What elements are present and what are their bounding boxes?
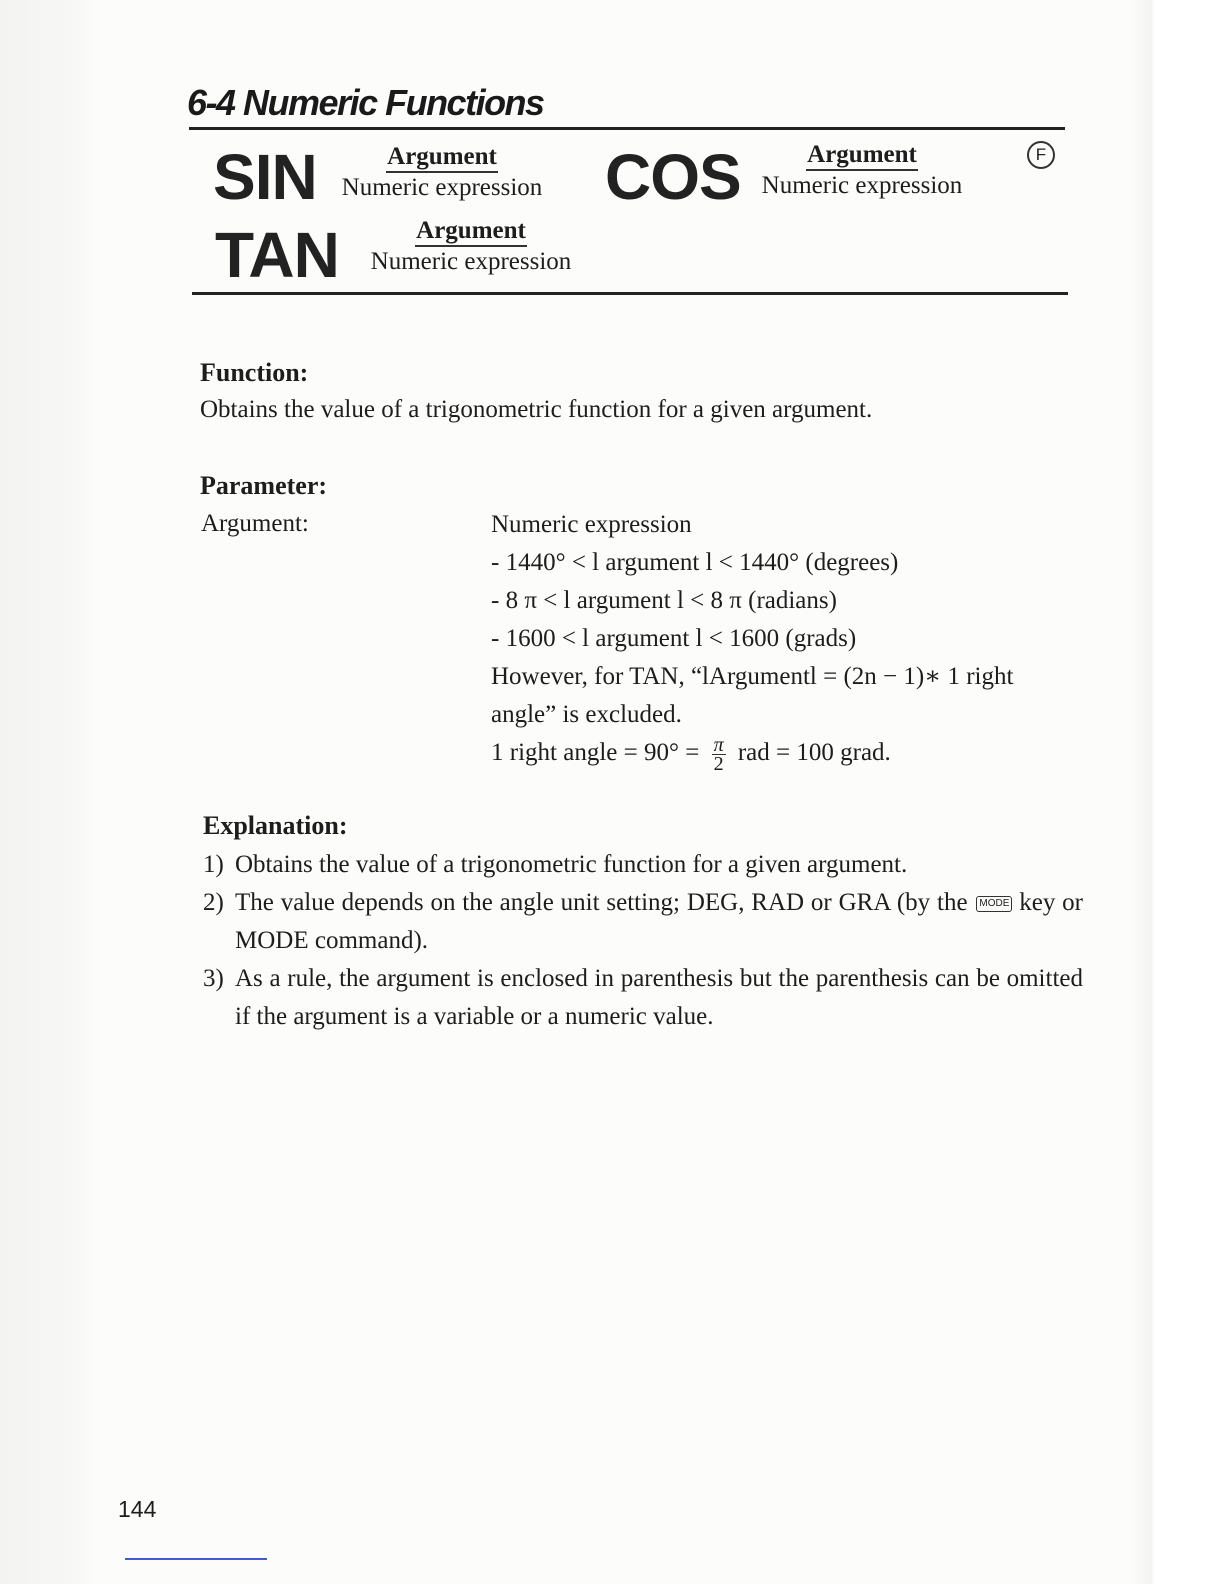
section-title: 6-4 Numeric Functions — [187, 82, 544, 123]
parameter-details — [491, 506, 1013, 773]
explanation-item — [203, 960, 1083, 1036]
page-shadow-right — [1128, 0, 1224, 1584]
header-rule-bottom — [192, 292, 1068, 295]
function-name-cos: COS — [605, 141, 741, 213]
parameter-line: Numeric expression — [491, 511, 692, 538]
parameter-line: - 1440° < l argument l < 1440° (degrees) — [491, 549, 899, 576]
explanation-item-text: The value depends on the angle unit setting; DEG, RAD or GRA (by the — [235, 889, 968, 916]
parameter-line: - 1600 < l argument l < 1600 (grads) — [491, 625, 857, 652]
fraction-numerator: π — [713, 733, 724, 756]
function-heading: Function: — [200, 358, 309, 387]
explanation-item-number: 2) — [203, 889, 224, 916]
right-angle-line — [491, 734, 1013, 773]
header-rule-top — [189, 127, 1065, 130]
function-description: Obtains the value of a trigonometric function for a given argument. — [200, 396, 873, 423]
explanation-item-text: Obtains the value of a trigonometric function for a given argument. — [235, 851, 908, 878]
parameter-heading: Parameter: — [200, 471, 328, 500]
page-number: 144 — [118, 1496, 157, 1522]
right-angle-prefix: 1 right angle = 90° = — [491, 739, 700, 766]
pi-over-two-fraction — [712, 733, 726, 775]
mode-key-icon: MODE — [976, 896, 1012, 912]
parameter-line: angle” is excluded. — [491, 701, 682, 728]
right-angle-suffix: rad = 100 grad. — [737, 739, 891, 766]
explanation-item — [203, 884, 1083, 960]
explanation-heading: Explanation: — [203, 811, 348, 840]
parameter-line: However, for TAN, “lArgumentl = (2n − 1)∗ 1 right — [491, 663, 1014, 690]
cos-syntax — [754, 140, 970, 201]
function-name-sin: SIN — [213, 141, 317, 213]
parameter-name: Argument: — [201, 510, 309, 537]
explanation-list — [203, 846, 1083, 1036]
sin-argument-label: Argument — [386, 143, 498, 173]
function-name-tan: TAN — [215, 219, 339, 291]
explanation-item-text-continued: key or MODE command). — [235, 889, 1083, 954]
tan-argument-label: Argument — [415, 217, 527, 247]
fraction-denominator: 2 — [713, 752, 724, 775]
explanation-item-number: 1) — [203, 851, 224, 878]
tan-expression: Numeric expression — [370, 248, 572, 275]
explanation-item-text: As a rule, the argument is enclosed in parenthesis but the parenthesis can be omitted if the argument is a variable or a numeric value. — [235, 965, 1083, 1030]
cos-expression: Numeric expression — [761, 172, 963, 199]
sin-expression: Numeric expression — [341, 174, 543, 201]
mode-f-icon: F — [1027, 141, 1055, 169]
tan-syntax — [363, 216, 579, 277]
footer-line — [125, 1558, 267, 1560]
parameter-line: - 8 π < l argument l < 8 π (radians) — [491, 587, 837, 614]
explanation-item-number: 3) — [203, 965, 224, 992]
page-shadow-left — [0, 0, 100, 1584]
sin-syntax — [334, 142, 550, 203]
cos-argument-label: Argument — [806, 141, 918, 171]
explanation-item — [203, 846, 1083, 884]
